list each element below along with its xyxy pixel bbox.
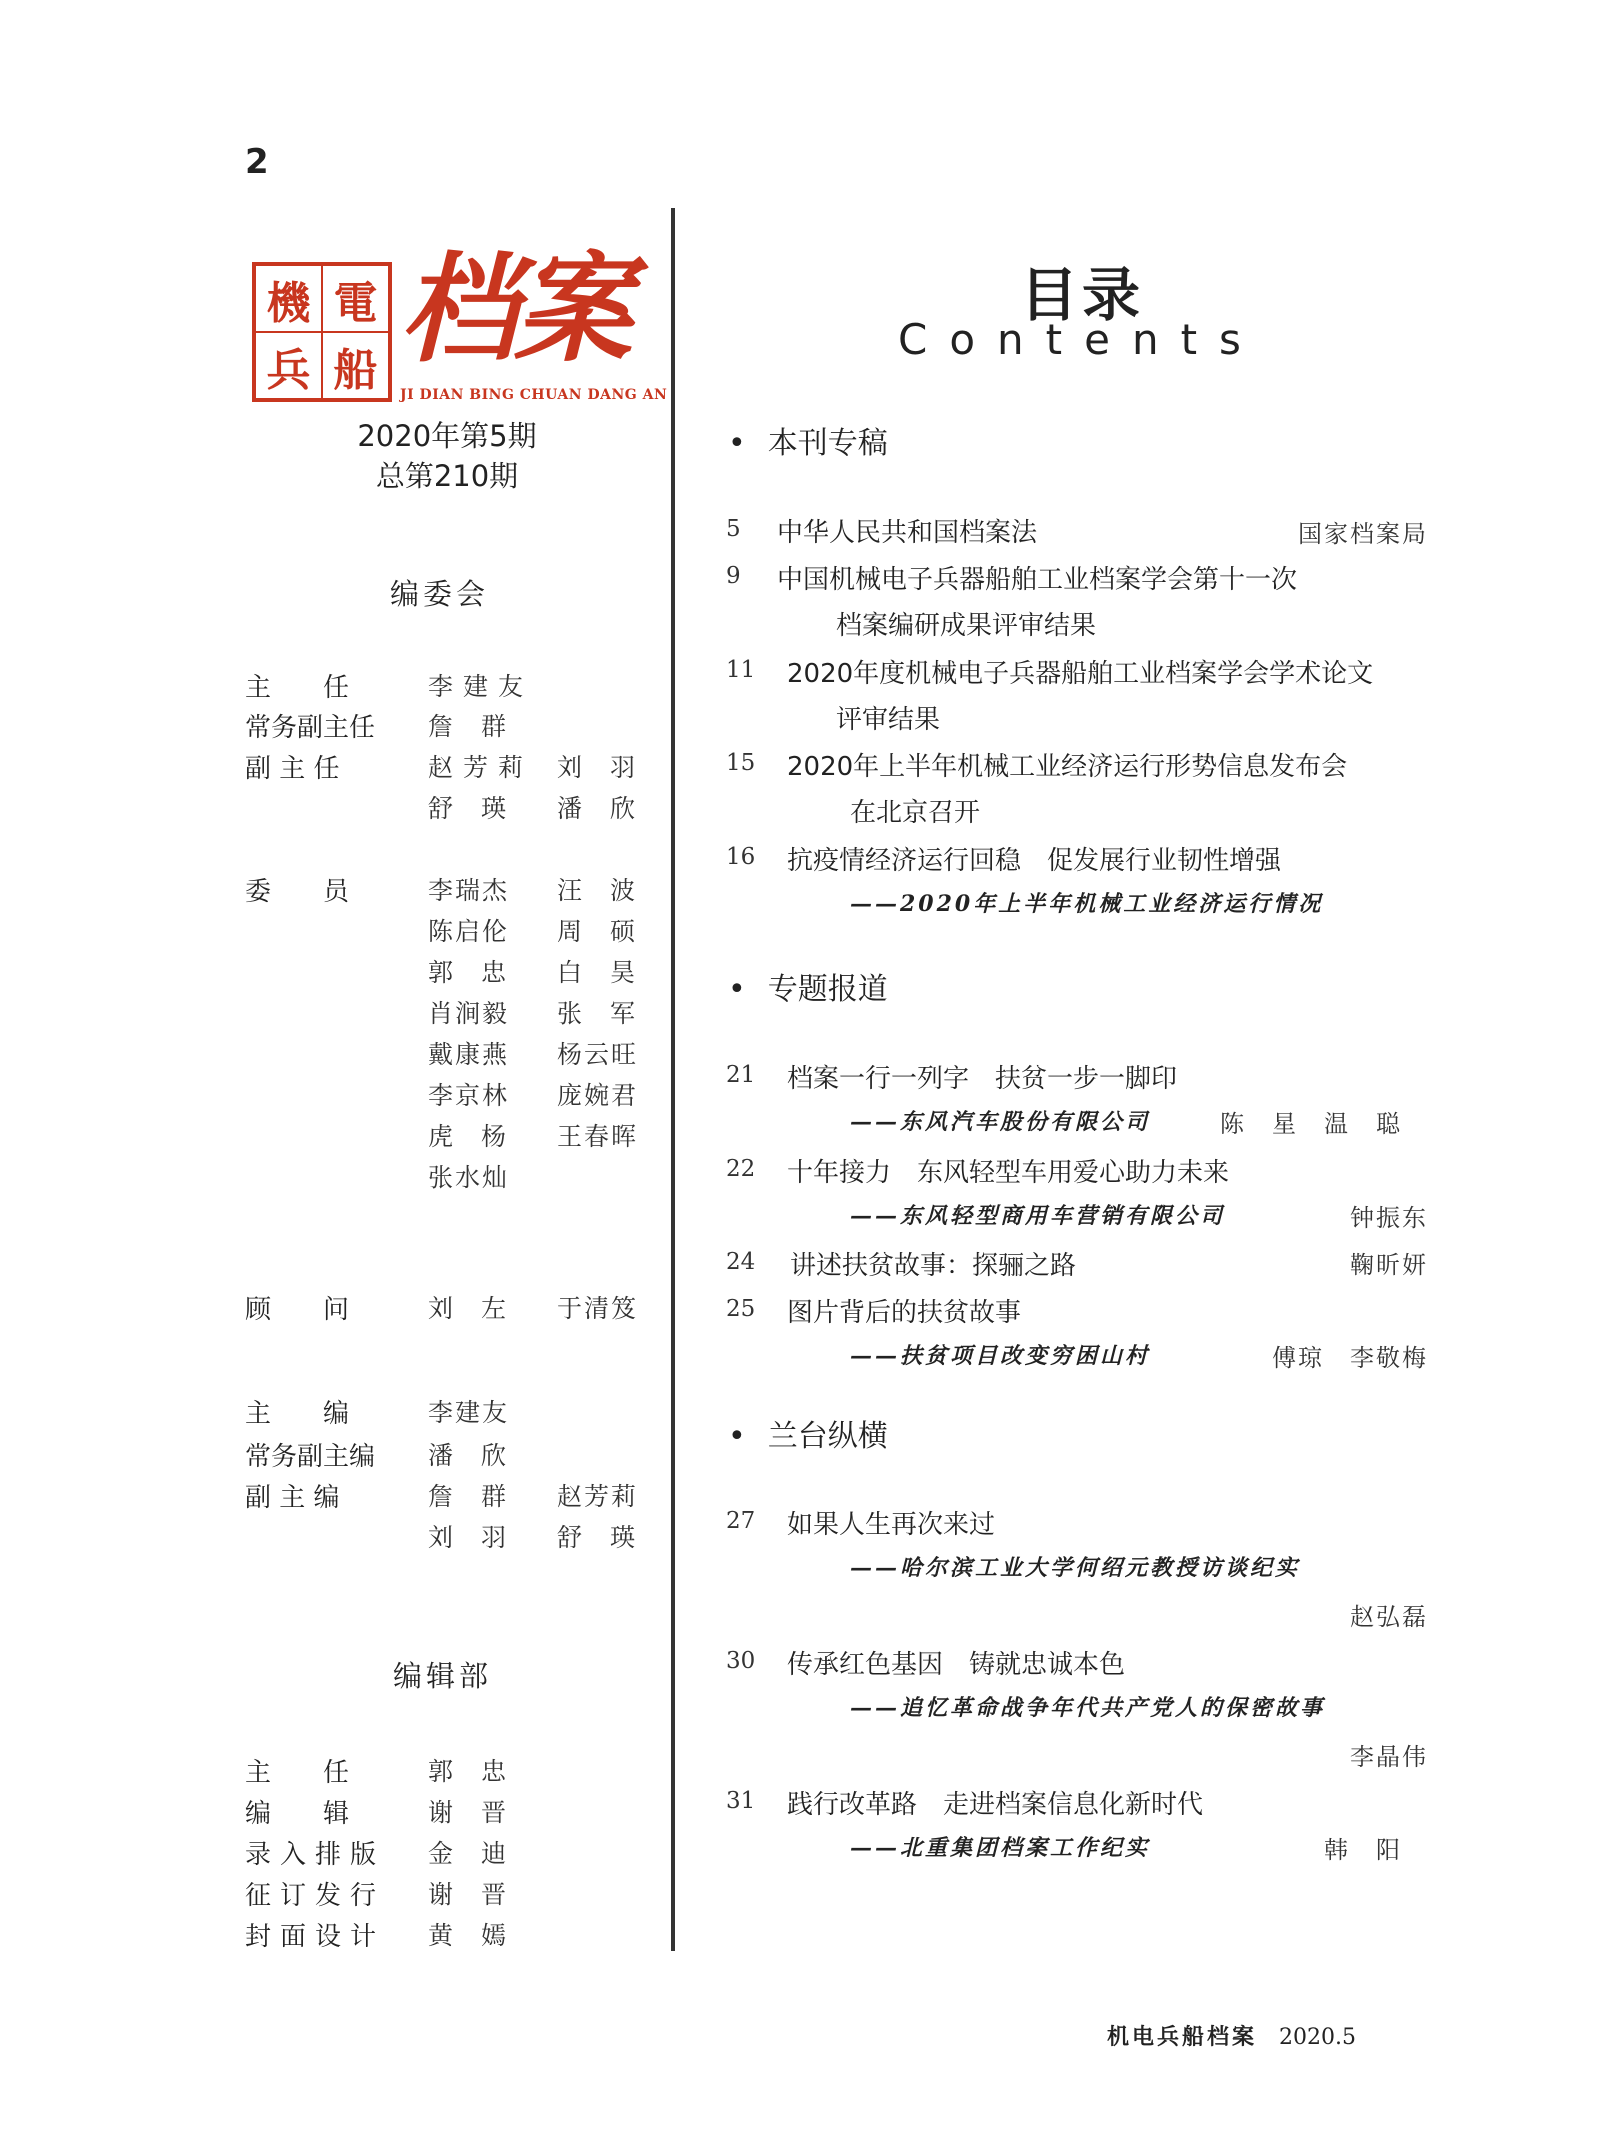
role-label: 主 编	[245, 1399, 350, 1429]
role-label: 副 主 编	[245, 1483, 340, 1513]
toc-subtitle: ——东风轻型商用车营销有限公司	[850, 1203, 1226, 1229]
issue-total: 总第210期	[375, 459, 519, 493]
person-name: 李京林	[428, 1081, 510, 1110]
journal-calligraphy-title: 档案	[400, 239, 629, 378]
person-name: 于清笈	[557, 1294, 639, 1323]
seal-char: 船	[322, 332, 389, 399]
toc-title: 目录	[1020, 261, 1145, 329]
person-name: 詹群	[428, 1482, 535, 1511]
section-label: 专题报道	[767, 972, 888, 1007]
toc-title-cont[interactable]: 在北京召开	[850, 798, 981, 828]
toc-title[interactable]: 如果人生再次来过	[787, 1510, 996, 1540]
toc-author: 钟振东	[1350, 1204, 1428, 1232]
role-label: 常务副主任	[245, 713, 376, 743]
section-label: 本刊专稿	[767, 426, 888, 461]
role-label: 顾 问	[245, 1295, 350, 1325]
toc-page: 30	[726, 1648, 756, 1674]
footer-issue: 2020.5	[1279, 2025, 1356, 2050]
toc-page: 15	[726, 750, 756, 776]
bullet-icon: •	[728, 972, 746, 1007]
person-name: 肖涧毅	[428, 999, 510, 1028]
toc-page: 27	[726, 1508, 756, 1534]
person-name: 王春晖	[557, 1122, 639, 1151]
role-label: 常务副主编	[245, 1442, 376, 1472]
toc-title[interactable]: 2020年度机械电子兵器船舶工业档案学会学术论文	[787, 659, 1374, 689]
person-name: 李建友	[428, 1398, 510, 1427]
toc-title[interactable]: 传承红色基因 铸就忠诚本色	[787, 1650, 1126, 1680]
toc-title[interactable]: 2020年上半年机械工业经济运行形势信息发布会	[787, 752, 1348, 782]
toc-title[interactable]: 图片背后的扶贫故事	[787, 1298, 1022, 1328]
person-name: 李瑞杰	[428, 876, 510, 905]
toc-title[interactable]: 践行改革路 走进档案信息化新时代	[787, 1790, 1204, 1820]
toc-author: 李晶伟	[1350, 1743, 1428, 1771]
toc-title[interactable]: 讲述扶贫故事：探骊之路	[790, 1251, 1077, 1281]
person-name: 金迪	[428, 1839, 535, 1868]
person-name: 刘羽	[428, 1523, 535, 1552]
footer-journal-name: 机电兵船档案	[1107, 2024, 1258, 2050]
toc-section-heading	[728, 964, 888, 1008]
toc-author: 陈星温聪	[1220, 1110, 1428, 1138]
person-name: 周硕	[557, 917, 664, 946]
toc-title[interactable]: 中华人民共和国档案法	[777, 518, 1038, 548]
person-name: 戴康燕	[428, 1040, 510, 1069]
toc-title[interactable]: 抗疫情经济运行回稳 促发展行业韧性增强	[787, 846, 1282, 876]
toc-page: 11	[726, 657, 756, 683]
bullet-icon: •	[728, 426, 746, 461]
toc-author: 鞠昕妍	[1350, 1251, 1428, 1279]
toc-subtitle: ——东风汽车股份有限公司	[850, 1109, 1151, 1135]
toc-page: 31	[726, 1788, 756, 1814]
person-name: 郭忠	[428, 1757, 535, 1786]
person-name: 陈启伦	[428, 917, 510, 946]
seal-char: 兵	[255, 332, 322, 399]
person-name: 郭忠	[428, 958, 535, 987]
toc-page: 24	[726, 1249, 756, 1275]
toc-author: 国家档案局	[1298, 520, 1428, 548]
person-name: 白昊	[557, 958, 664, 987]
person-name: 黄嫣	[428, 1921, 535, 1950]
person-name: 舒瑛	[557, 1523, 664, 1552]
toc-section-heading	[728, 418, 888, 462]
toc-subtitle: ——2020年上半年机械工业经济运行情况	[850, 891, 1324, 917]
person-name: 张军	[557, 999, 664, 1028]
toc-title[interactable]: 档案一行一列字 扶贫一步一脚印	[787, 1064, 1178, 1094]
role-label: 录入排版	[245, 1840, 386, 1870]
journal-seal-logo	[252, 262, 392, 402]
person-name: 汪波	[557, 876, 664, 905]
issue-number: 2020年第5期	[357, 419, 537, 453]
toc-author: 赵弘磊	[1350, 1603, 1428, 1631]
journal-pinyin: JI DIAN BING CHUAN DANG AN	[400, 387, 668, 403]
toc-page: 9	[726, 563, 741, 589]
person-name: 刘左	[428, 1294, 535, 1323]
toc-title-cont[interactable]: 档案编研成果评审结果	[836, 611, 1097, 641]
editorial-board-heading: 编委会	[390, 577, 490, 611]
column-divider	[671, 208, 675, 1951]
bullet-icon: •	[728, 1419, 746, 1454]
seal-char: 機	[255, 265, 322, 332]
toc-subtitle: ——北重集团档案工作纪实	[850, 1835, 1151, 1861]
person-name: 李建友	[428, 672, 534, 701]
toc-title[interactable]: 中国机械电子兵器船舶工业档案学会第十一次	[777, 565, 1298, 595]
toc-title-english: Contents	[898, 315, 1263, 364]
toc-page: 25	[726, 1296, 756, 1322]
role-label: 主 任	[245, 673, 350, 703]
person-name: 谢晋	[428, 1880, 535, 1909]
person-name: 虎杨	[428, 1122, 535, 1151]
person-name: 潘欣	[428, 1441, 535, 1470]
editorial-dept-heading: 编辑部	[393, 1659, 493, 1693]
role-label: 主 任	[245, 1758, 350, 1788]
page-footer	[1107, 2020, 1356, 2051]
role-label: 副 主 任	[245, 754, 340, 784]
toc-author: 韩阳	[1324, 1836, 1428, 1864]
person-name: 谢晋	[428, 1798, 535, 1827]
person-name: 庞婉君	[557, 1081, 639, 1110]
person-name: 刘羽	[557, 753, 664, 782]
toc-page: 21	[726, 1062, 756, 1088]
toc-author: 傅琼 李敬梅	[1272, 1344, 1428, 1372]
seal-char: 電	[322, 265, 389, 332]
toc-page: 16	[726, 844, 756, 870]
toc-title-cont[interactable]: 评审结果	[836, 705, 941, 735]
toc-page: 22	[726, 1156, 756, 1182]
toc-subtitle: ——哈尔滨工业大学何绍元教授访谈纪实	[850, 1555, 1301, 1581]
role-label: 委 员	[245, 877, 350, 907]
toc-subtitle: ——追忆革命战争年代共产党人的保密故事	[850, 1695, 1326, 1721]
person-name: 舒瑛	[428, 794, 535, 823]
toc-title[interactable]: 十年接力 东风轻型车用爱心助力未来	[787, 1158, 1230, 1188]
person-name: 詹群	[428, 712, 535, 741]
toc-section-heading	[728, 1411, 888, 1455]
toc-subtitle: ——扶贫项目改变穷困山村	[850, 1343, 1151, 1369]
role-label: 征订发行	[245, 1881, 386, 1911]
role-label: 编 辑	[245, 1799, 350, 1829]
page-number: 2	[245, 142, 269, 182]
person-name: 张水灿	[428, 1163, 510, 1192]
person-name: 潘欣	[557, 794, 664, 823]
person-name: 杨云旺	[557, 1040, 639, 1069]
section-label: 兰台纵横	[767, 1419, 888, 1454]
person-name: 赵芳莉	[557, 1482, 639, 1511]
toc-page: 5	[726, 516, 741, 542]
role-label: 封面设计	[245, 1922, 386, 1952]
person-name: 赵芳莉	[428, 753, 534, 782]
